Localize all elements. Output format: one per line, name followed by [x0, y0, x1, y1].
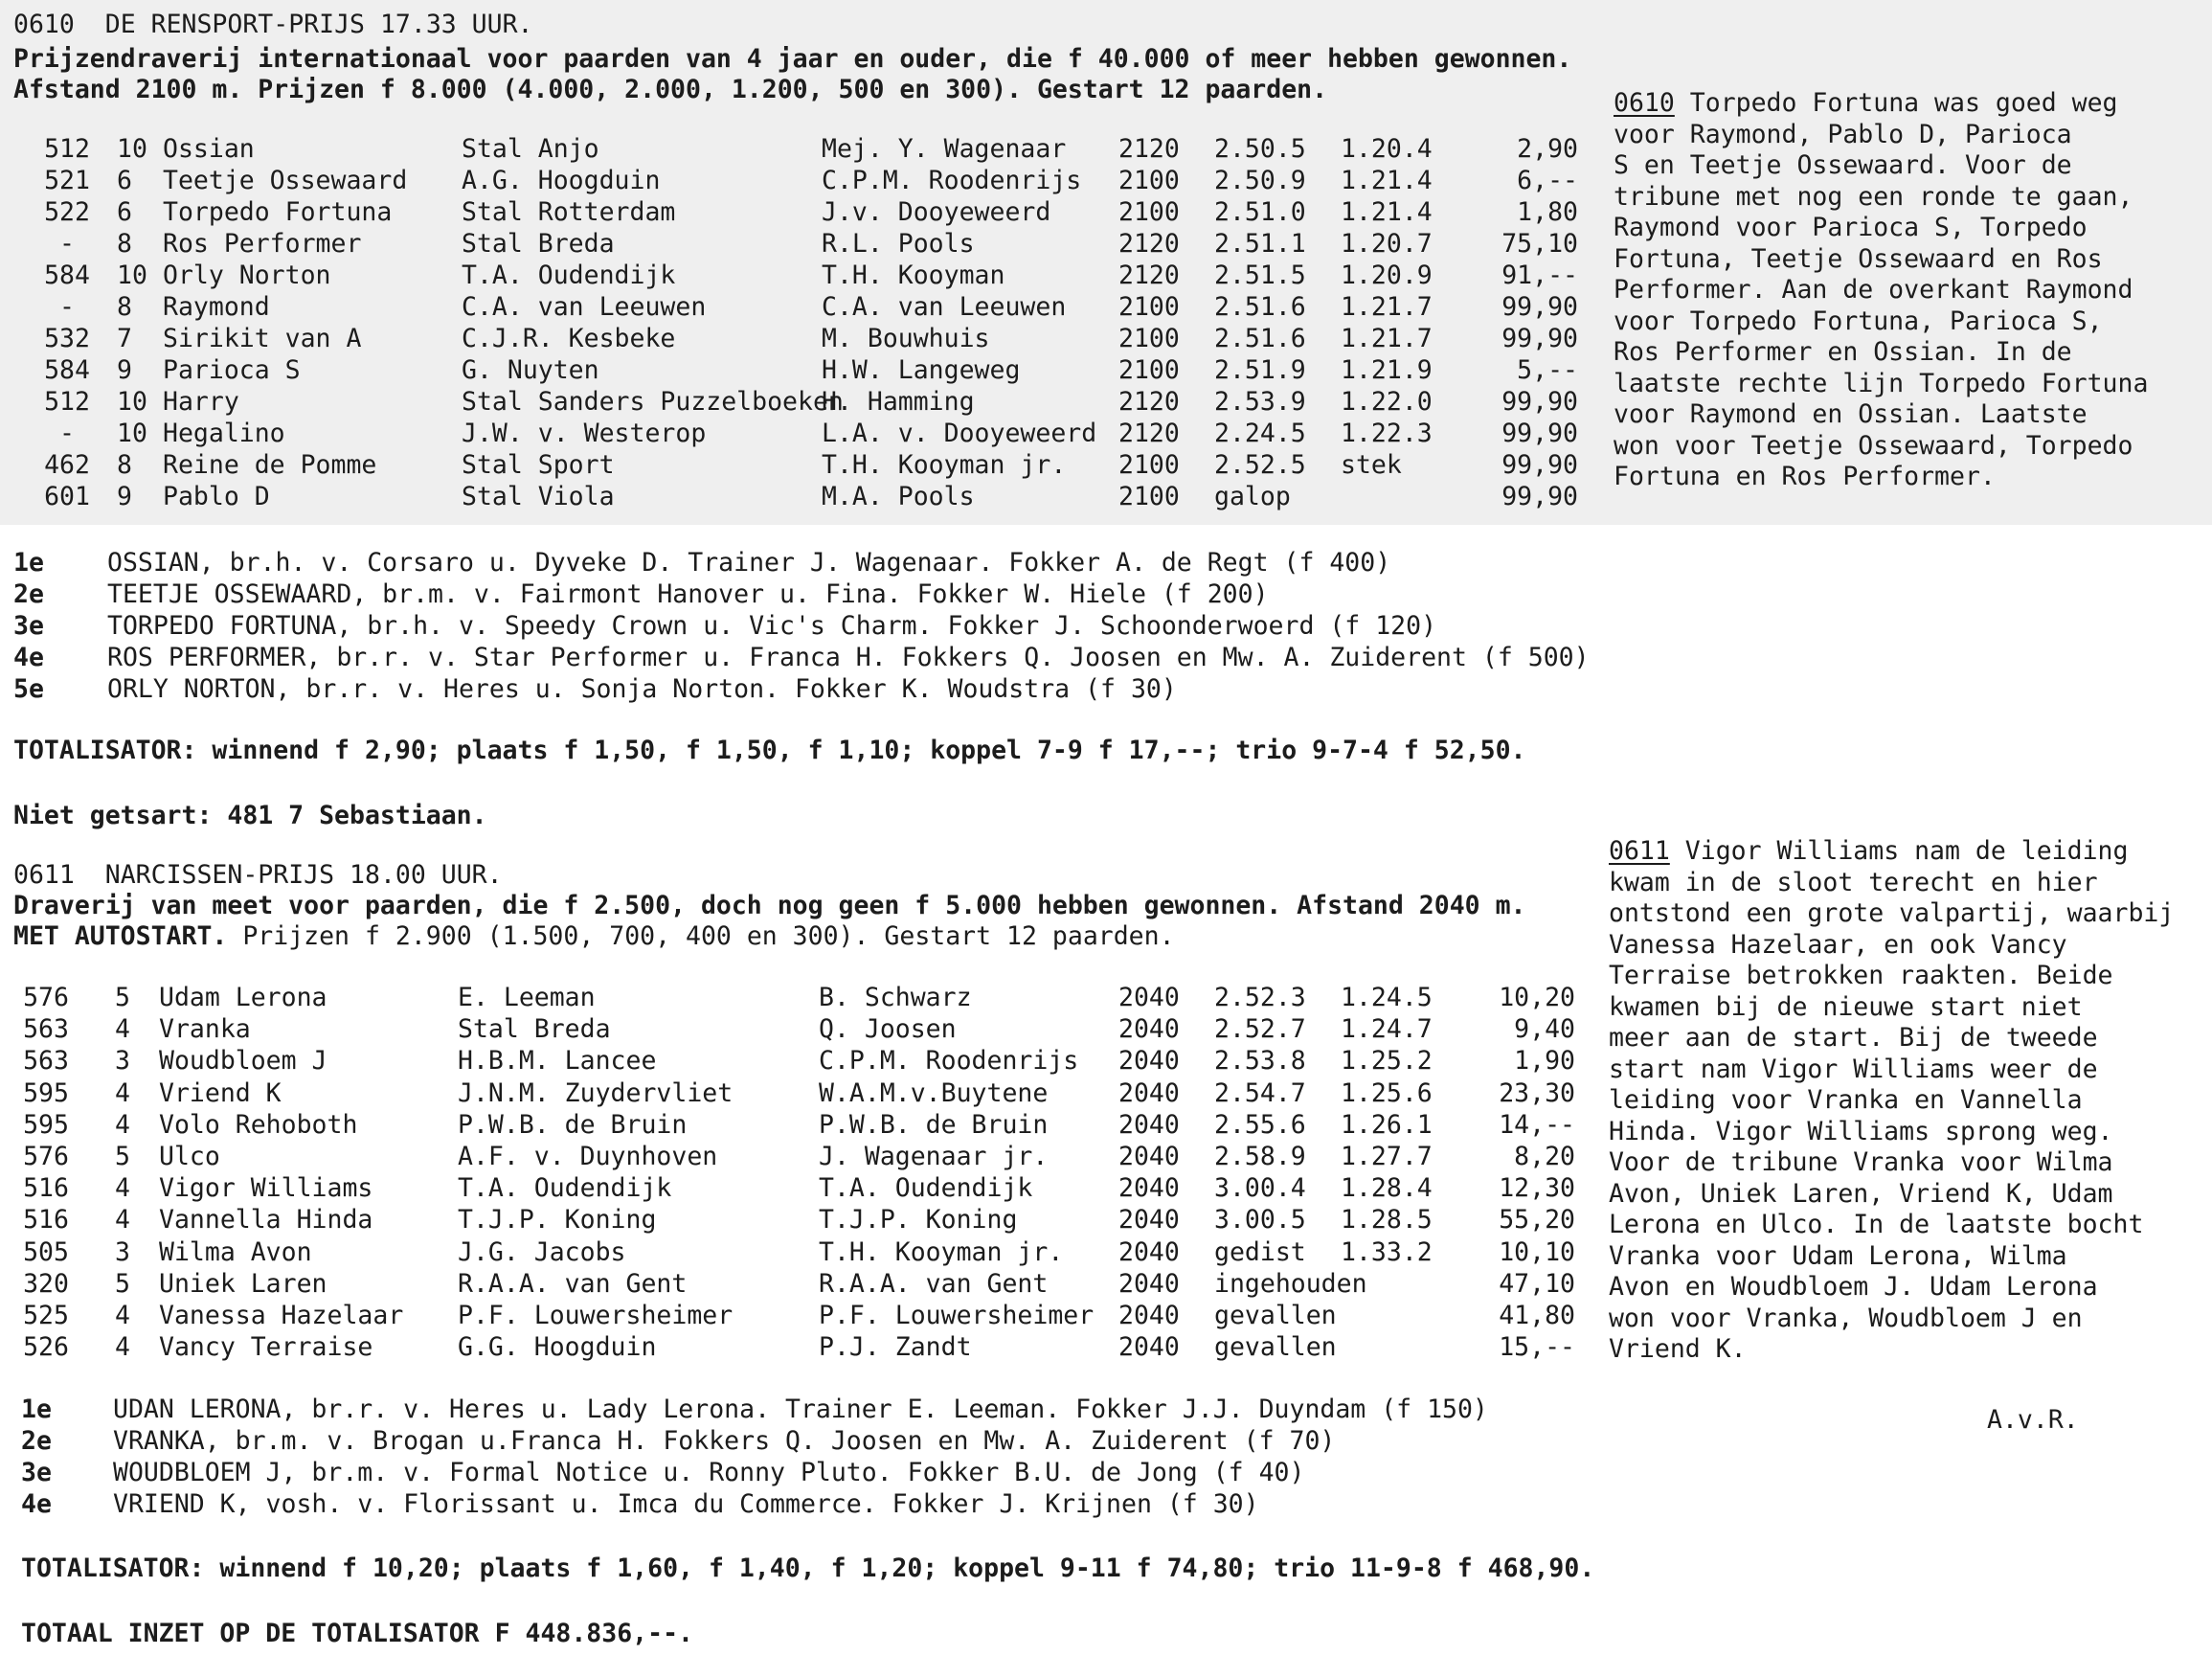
race1-cell-time: 2.24.5	[1214, 419, 1306, 448]
race2-cell-distance: 2040	[1118, 983, 1180, 1012]
race1-cell-distance: 2100	[1118, 197, 1180, 227]
race1-cell-distance: 2120	[1118, 261, 1180, 290]
race1-cell-time: 2.51.0	[1214, 197, 1306, 227]
race2-cell-time: 2.52.3	[1214, 983, 1306, 1012]
race1-cell-post: 9	[117, 482, 132, 511]
race2-note-text: Vigor Williams nam de leiding kwam in de sloot terecht en hier ontstond een grote valpartij, waarbij Vanessa Hazelaar, en ook Vancy Terraise betrokken raakten. Beide kwamen bij de nieuwe start niet meer aan de start. Bij de tweede start nam Vigor Williams weer de leiding voor Vranka en Vannella Hinda. Vigor Williams sprong weg. Voor de tribune Vranka voor Wilma Avon, Uniek Laren, Vriend K, Udam Lerona en Ulco. In de laatste bocht Vranka voor Udam Lerona, Wilma Avon en Woudbloem J. Udam Lerona won voor Vranka, Woudbloem J en Vriend K.	[1609, 836, 2175, 1364]
race1-placing-rank: 3e	[13, 611, 44, 641]
race2-cell-odds: 1,90	[1514, 1046, 1575, 1077]
race1-cell-number: 584	[44, 261, 90, 290]
race2-cell-odds: 9,40	[1514, 1014, 1575, 1045]
race2-cell-km-time: 1.25.6	[1341, 1077, 1433, 1108]
race2-cell-time: 3.00.5	[1214, 1205, 1306, 1236]
race1-cell-distance: 2100	[1118, 292, 1180, 322]
race1-cell-number: -	[59, 419, 75, 448]
race1-cell-owner: C.A. van Leeuwen	[462, 292, 707, 322]
race2-cell-number: 595	[23, 1109, 69, 1140]
race2-cell-km-time: 1.25.2	[1341, 1046, 1433, 1077]
race1-cell-horse: Sirikit van A	[163, 324, 362, 353]
race2-cell-owner: P.W.B. de Bruin	[458, 1109, 688, 1140]
race-2-description-line-2	[13, 921, 1175, 953]
race1-cell-distance: 2120	[1118, 229, 1180, 259]
race2-cell-post: 5	[115, 1268, 130, 1299]
race2-cell-distance: 2040	[1118, 1205, 1180, 1236]
race2-cell-distance: 2040	[1118, 1109, 1180, 1140]
race1-cell-post: 8	[117, 229, 132, 259]
race1-placing-text: ROS PERFORMER, br.r. v. Star Performer u. Franca H. Fokkers Q. Joosen en Mw. A. Zuiderent (f 500)	[107, 643, 1590, 672]
race1-cell-number: 512	[44, 134, 90, 164]
race1-cell-horse: Harry	[163, 387, 239, 417]
race2-cell-post: 3	[115, 1046, 130, 1077]
race1-cell-odds: 75,10	[1501, 229, 1578, 259]
race1-cell-horse: Raymond	[163, 292, 270, 322]
race2-cell-driver: T.H. Kooyman jr.	[819, 1236, 1064, 1267]
race2-cell-horse: Woudbloem J	[159, 1046, 327, 1077]
race1-cell-time: 2.53.9	[1214, 387, 1306, 417]
race-2-commentary	[1609, 836, 2174, 1366]
race2-cell-distance: 2040	[1118, 1077, 1180, 1108]
race2-cell-number: 563	[23, 1014, 69, 1045]
race1-cell-distance: 2120	[1118, 134, 1180, 164]
race1-cell-time: 2.51.1	[1214, 229, 1306, 259]
race1-cell-post: 10	[117, 387, 147, 417]
race1-cell-owner: C.J.R. Kesbeke	[462, 324, 676, 353]
race2-cell-owner: P.F. Louwersheimer	[458, 1301, 734, 1330]
race2-placing-text: VRANKA, br.m. v. Brogan u.Franca H. Fokkers Q. Joosen en Mw. A. Zuiderent (f 70)	[113, 1426, 1336, 1456]
race2-placing-rank: 2e	[21, 1426, 52, 1456]
race2-cell-horse: Vigor Williams	[159, 1173, 373, 1204]
race1-cell-km-time: 1.21.4	[1341, 166, 1433, 195]
race2-cell-post: 4	[115, 1109, 130, 1140]
race1-cell-odds: 99,90	[1501, 482, 1578, 511]
race2-cell-km-time: 1.28.5	[1341, 1205, 1433, 1236]
race-1-name: DE RENSPORT-PRIJS	[104, 10, 365, 39]
race1-cell-time: galop	[1214, 482, 1291, 511]
race2-cell-odds: 55,20	[1499, 1205, 1575, 1236]
race2-cell-owner: T.A. Oudendijk	[458, 1173, 672, 1204]
race1-cell-distance: 2100	[1118, 355, 1180, 385]
race2-cell-horse: Wilma Avon	[159, 1236, 312, 1267]
race1-cell-km-time: 1.20.4	[1341, 134, 1433, 164]
race1-cell-post: 7	[117, 324, 132, 353]
race2-cell-driver: C.P.M. Roodenrijs	[819, 1046, 1079, 1077]
race1-cell-time: 2.51.9	[1214, 355, 1306, 385]
race1-cell-driver: J.v. Dooyeweerd	[822, 197, 1051, 227]
race1-placing-rank: 4e	[13, 643, 44, 672]
race2-cell-distance: 2040	[1118, 1014, 1180, 1045]
race2-placing-text: UDAN LERONA, br.r. v. Heres u. Lady Lerona. Trainer E. Leeman. Fokker J.J. Duyndam (f 150)	[113, 1395, 1488, 1424]
race-1-commentary	[1614, 88, 2148, 493]
race-1-code: 0610	[13, 10, 75, 39]
race2-cell-post: 4	[115, 1205, 130, 1236]
race2-cell-driver: P.F. Louwersheimer	[819, 1301, 1095, 1330]
race1-cell-owner: T.A. Oudendijk	[462, 261, 676, 290]
race1-cell-number: -	[59, 292, 75, 322]
race2-cell-number: 526	[23, 1332, 69, 1363]
race1-cell-horse: Torpedo Fortuna	[163, 197, 393, 227]
race1-cell-owner: A.G. Hoogduin	[462, 166, 661, 195]
race1-cell-post: 9	[117, 355, 132, 385]
race1-cell-horse: Reine de Pomme	[163, 450, 377, 480]
race2-cell-owner: Stal Breda	[458, 1014, 611, 1045]
race1-cell-odds: 99,90	[1501, 450, 1578, 480]
race2-cell-owner: R.A.A. van Gent	[458, 1268, 688, 1299]
race-2-time: 18.00 UUR.	[350, 860, 503, 890]
race-2-note-code: 0611	[1609, 836, 1670, 866]
race2-placing-text: WOUDBLOEM J, br.m. v. Formal Notice u. Ronny Pluto. Fokker B.U. de Jong (f 40)	[113, 1458, 1305, 1487]
race1-cell-distance: 2120	[1118, 419, 1180, 448]
race2-cell-owner: T.J.P. Koning	[458, 1205, 657, 1236]
race1-cell-driver: L.A. v. Dooyeweerd	[822, 419, 1097, 448]
race-1-description-line-2: Afstand 2100 m. Prijzen f 8.000 (4.000, 2.000, 1.200, 500 en 300). Gestart 12 paarden.	[13, 75, 1328, 104]
race1-cell-distance: 2120	[1118, 387, 1180, 417]
race1-placing-rank: 5e	[13, 674, 44, 704]
race1-cell-distance: 2100	[1118, 450, 1180, 480]
race1-cell-owner: Stal Sport	[462, 450, 615, 480]
race1-cell-horse: Orly Norton	[163, 261, 331, 290]
race1-cell-km-time: 1.21.9	[1341, 355, 1433, 385]
race2-cell-distance: 2040	[1118, 1236, 1180, 1267]
race1-cell-number: 522	[44, 197, 90, 227]
race1-cell-odds: 1,80	[1517, 197, 1578, 227]
race-2-name: NARCISSEN-PRIJS	[104, 860, 335, 890]
race1-placing-rank: 1e	[13, 548, 44, 578]
race2-cell-odds: 23,30	[1499, 1077, 1575, 1108]
race2-cell-number: 525	[23, 1301, 69, 1330]
race2-cell-time: gevallen	[1214, 1332, 1337, 1363]
race1-cell-driver: M. Bouwhuis	[822, 324, 990, 353]
race2-cell-post: 4	[115, 1077, 130, 1108]
race2-cell-number: 576	[23, 983, 69, 1012]
race1-cell-owner: Stal Rotterdam	[462, 197, 676, 227]
race2-cell-time: gevallen	[1214, 1301, 1337, 1330]
race2-cell-horse: Vranka	[159, 1014, 251, 1045]
author-signature: A.v.R.	[1987, 1405, 2079, 1435]
race1-cell-horse: Hegalino	[163, 419, 285, 448]
race2-cell-driver: P.W.B. de Bruin	[819, 1109, 1049, 1140]
race1-cell-driver: R.L. Pools	[822, 229, 975, 259]
race-2-description-rest: Prijzen f 2.900 (1.500, 700, 400 en 300). Gestart 12 paarden.	[227, 921, 1175, 951]
race1-cell-odds: 99,90	[1501, 419, 1578, 448]
race2-cell-km-time: 1.27.7	[1341, 1142, 1433, 1171]
race1-placing-text: TEETJE OSSEWAARD, br.m. v. Fairmont Hanover u. Fina. Fokker W. Hiele (f 200)	[107, 579, 1269, 609]
race2-cell-number: 563	[23, 1046, 69, 1077]
race1-cell-driver: H. Hamming	[822, 387, 975, 417]
race1-cell-post: 10	[117, 261, 147, 290]
race1-cell-owner: Stal Breda	[462, 229, 615, 259]
totaal-inzet: TOTAAL INZET OP DE TOTALISATOR F 448.836,--.	[21, 1619, 693, 1648]
race-1-totalisator: TOTALISATOR: winnend f 2,90; plaats f 1,50, f 1,50, f 1,10; koppel 7-9 f 17,--; trio 9-7-4 f 52,50.	[13, 736, 1526, 765]
race2-cell-distance: 2040	[1118, 1173, 1180, 1204]
race2-cell-driver: T.J.P. Koning	[819, 1205, 1018, 1236]
race1-cell-driver: H.W. Langeweg	[822, 355, 1021, 385]
race2-placing-text: VRIEND K, vosh. v. Florissant u. Imca du Commerce. Fokker J. Krijnen (f 30)	[113, 1489, 1259, 1519]
race2-cell-odds: 10,10	[1499, 1236, 1575, 1267]
race-1-header	[13, 10, 533, 41]
race2-cell-driver: W.A.M.v.Buytene	[819, 1077, 1049, 1108]
race1-cell-number: 532	[44, 324, 90, 353]
race1-cell-odds: 99,90	[1501, 387, 1578, 417]
race2-cell-odds: 8,20	[1514, 1142, 1575, 1171]
race1-cell-time: 2.51.6	[1214, 324, 1306, 353]
race-1-description-line-1: Prijzendraverij internationaal voor paarden van 4 jaar en ouder, die f 40.000 of meer hebben gewonnen.	[13, 44, 1572, 74]
race-2-description-line-1: Draverij van meet voor paarden, die f 2.500, doch nog geen f 5.000 hebben gewonnen. Afstand 2040 m.	[13, 891, 1526, 920]
race2-cell-post: 5	[115, 983, 130, 1012]
race1-cell-horse: Parioca S	[163, 355, 301, 385]
race1-cell-time: 2.50.5	[1214, 134, 1306, 164]
race2-cell-km-time: 1.24.7	[1341, 1014, 1433, 1045]
race2-cell-driver: P.J. Zandt	[819, 1332, 972, 1363]
race2-cell-odds: 15,--	[1499, 1332, 1575, 1363]
race2-cell-km-time: 1.28.4	[1341, 1173, 1433, 1204]
race2-cell-post: 4	[115, 1173, 130, 1204]
race1-cell-distance: 2100	[1118, 324, 1180, 353]
race-1-note-code: 0610	[1614, 88, 1675, 118]
race1-cell-km-time: stek	[1341, 450, 1402, 480]
race2-cell-owner: H.B.M. Lancee	[458, 1046, 657, 1077]
race1-cell-owner: Stal Anjo	[462, 134, 599, 164]
race2-cell-owner: G.G. Hoogduin	[458, 1332, 657, 1363]
race1-cell-km-time: 1.20.7	[1341, 229, 1433, 259]
race2-cell-horse: Udam Lerona	[159, 983, 327, 1012]
race2-cell-odds: 41,80	[1499, 1301, 1575, 1330]
race2-cell-driver: B. Schwarz	[819, 983, 972, 1012]
race1-placing-text: TORPEDO FORTUNA, br.h. v. Speedy Crown u. Vic's Charm. Fokker J. Schoonderwoerd (f 120)	[107, 611, 1437, 641]
race2-cell-odds: 10,20	[1499, 983, 1575, 1012]
race1-cell-owner: J.W. v. Westerop	[462, 419, 707, 448]
race1-placing-text: ORLY NORTON, br.r. v. Heres u. Sonja Norton. Fokker K. Woudstra (f 30)	[107, 674, 1177, 704]
race2-cell-time: ingehouden	[1214, 1268, 1367, 1299]
race2-cell-driver: J. Wagenaar jr.	[819, 1142, 1049, 1171]
race2-placing-rank: 1e	[21, 1395, 52, 1424]
race2-cell-distance: 2040	[1118, 1142, 1180, 1171]
race1-cell-post: 6	[117, 166, 132, 195]
race1-cell-horse: Ros Performer	[163, 229, 362, 259]
race-2-code: 0611	[13, 860, 75, 890]
race1-cell-time: 2.51.5	[1214, 261, 1306, 290]
race2-cell-distance: 2040	[1118, 1268, 1180, 1299]
race1-cell-driver: Mej. Y. Wagenaar	[822, 134, 1067, 164]
race-2-autostart: MET AUTOSTART.	[13, 921, 228, 951]
race2-cell-post: 4	[115, 1332, 130, 1363]
race2-cell-horse: Vriend K	[159, 1077, 282, 1108]
race2-cell-driver: Q. Joosen	[819, 1014, 957, 1045]
race1-cell-driver: T.H. Kooyman jr.	[822, 450, 1067, 480]
race2-cell-distance: 2040	[1118, 1332, 1180, 1363]
race1-cell-owner: Stal Viola	[462, 482, 615, 511]
race2-cell-horse: Vannella Hinda	[159, 1205, 373, 1236]
race-1-niet-gestart: Niet getsart: 481 7 Sebastiaan.	[13, 801, 487, 830]
race2-cell-time: gedist	[1214, 1236, 1306, 1267]
race-2-header	[13, 860, 503, 892]
race2-cell-odds: 14,--	[1499, 1109, 1575, 1140]
race1-cell-number: 462	[44, 450, 90, 480]
race1-cell-odds: 99,90	[1501, 292, 1578, 322]
race1-cell-time: 2.50.9	[1214, 166, 1306, 195]
race1-cell-post: 8	[117, 450, 132, 480]
race1-cell-driver: M.A. Pools	[822, 482, 975, 511]
race-2-totalisator: TOTALISATOR: winnend f 10,20; plaats f 1,60, f 1,40, f 1,20; koppel 9-11 f 74,80; trio 11-9-8 f 468,90.	[21, 1553, 1595, 1583]
race2-cell-driver: R.A.A. van Gent	[819, 1268, 1049, 1299]
race1-cell-km-time: 1.22.0	[1341, 387, 1433, 417]
race1-cell-number: -	[59, 229, 75, 259]
race2-cell-owner: A.F. v. Duynhoven	[458, 1142, 718, 1171]
race2-cell-post: 3	[115, 1236, 130, 1267]
race1-cell-km-time: 1.21.7	[1341, 292, 1433, 322]
race1-cell-odds: 6,--	[1517, 166, 1578, 195]
race2-cell-time: 2.54.7	[1214, 1077, 1306, 1108]
race2-cell-odds: 12,30	[1499, 1173, 1575, 1204]
race2-cell-horse: Volo Rehoboth	[159, 1109, 358, 1140]
race1-cell-number: 584	[44, 355, 90, 385]
race1-cell-number: 521	[44, 166, 90, 195]
race2-cell-distance: 2040	[1118, 1301, 1180, 1330]
race2-placing-rank: 4e	[21, 1489, 52, 1519]
race1-cell-distance: 2100	[1118, 166, 1180, 195]
race2-cell-km-time: 1.26.1	[1341, 1109, 1433, 1140]
race2-cell-time: 2.52.7	[1214, 1014, 1306, 1045]
race1-cell-owner: Stal Sanders Puzzelboeken	[462, 387, 844, 417]
race1-cell-horse: Pablo D	[163, 482, 270, 511]
race1-cell-driver: C.A. van Leeuwen	[822, 292, 1067, 322]
race2-cell-time: 2.55.6	[1214, 1109, 1306, 1140]
race1-cell-post: 6	[117, 197, 132, 227]
race2-cell-post: 5	[115, 1142, 130, 1171]
race2-cell-owner: J.N.M. Zuydervliet	[458, 1077, 734, 1108]
race2-cell-number: 576	[23, 1142, 69, 1171]
race2-cell-horse: Ulco	[159, 1142, 220, 1171]
race1-cell-odds: 99,90	[1501, 324, 1578, 353]
race2-cell-driver: T.A. Oudendijk	[819, 1173, 1033, 1204]
race2-cell-time: 2.53.8	[1214, 1046, 1306, 1077]
race1-cell-km-time: 1.20.9	[1341, 261, 1433, 290]
race1-note-text: Torpedo Fortuna was goed weg voor Raymond, Pablo D, Parioca S en Teetje Ossewaard. Voor de tribune met nog een ronde te gaan, Raymond voor Parioca S, Torpedo Fortuna, Teetje Ossewaard en Ros Performer. Aan de overkant Raymond voor Torpedo Fortuna, Parioca S, Ros Performer en Ossian. In de laatste rechte lijn Torpedo Fortuna voor Raymond en Ossian. Laatste won voor Teetje Ossewaard, Torpedo Fortuna en Ros Performer.	[1614, 88, 2149, 491]
race2-cell-horse: Vancy Terraise	[159, 1332, 373, 1363]
race1-cell-distance: 2100	[1118, 482, 1180, 511]
race1-cell-km-time: 1.21.7	[1341, 324, 1433, 353]
race2-cell-odds: 47,10	[1499, 1268, 1575, 1299]
race1-cell-time: 2.52.5	[1214, 450, 1306, 480]
race1-cell-odds: 5,--	[1517, 355, 1578, 385]
race1-cell-horse: Ossian	[163, 134, 255, 164]
race2-cell-number: 320	[23, 1268, 69, 1299]
race2-cell-distance: 2040	[1118, 1046, 1180, 1077]
race2-cell-time: 3.00.4	[1214, 1173, 1306, 1204]
race1-cell-odds: 91,--	[1501, 261, 1578, 290]
race2-placing-rank: 3e	[21, 1458, 52, 1487]
race2-cell-number: 516	[23, 1173, 69, 1204]
race2-cell-km-time: 1.24.5	[1341, 983, 1433, 1012]
race1-cell-driver: C.P.M. Roodenrijs	[822, 166, 1082, 195]
race1-cell-km-time: 1.22.3	[1341, 419, 1433, 448]
race1-cell-time: 2.51.6	[1214, 292, 1306, 322]
race1-cell-horse: Teetje Ossewaard	[163, 166, 408, 195]
race1-cell-odds: 2,90	[1517, 134, 1578, 164]
race1-cell-driver: T.H. Kooyman	[822, 261, 1005, 290]
race1-cell-km-time: 1.21.4	[1341, 197, 1433, 227]
race-1-time: 17.33 UUR.	[379, 10, 533, 39]
race2-cell-km-time: 1.33.2	[1341, 1236, 1433, 1267]
race2-cell-number: 595	[23, 1077, 69, 1108]
race1-cell-post: 10	[117, 134, 147, 164]
race2-cell-owner: J.G. Jacobs	[458, 1236, 626, 1267]
race1-cell-number: 601	[44, 482, 90, 511]
race1-placing-rank: 2e	[13, 579, 44, 609]
race1-cell-owner: G. Nuyten	[462, 355, 599, 385]
race2-cell-post: 4	[115, 1301, 130, 1330]
race2-cell-time: 2.58.9	[1214, 1142, 1306, 1171]
race2-cell-horse: Vanessa Hazelaar	[159, 1301, 404, 1330]
race2-cell-post: 4	[115, 1014, 130, 1045]
race1-cell-number: 512	[44, 387, 90, 417]
race1-placing-text: OSSIAN, br.h. v. Corsaro u. Dyveke D. Trainer J. Wagenaar. Fokker A. de Regt (f 400)	[107, 548, 1391, 578]
race2-cell-number: 516	[23, 1205, 69, 1236]
race1-cell-post: 8	[117, 292, 132, 322]
race2-cell-number: 505	[23, 1236, 69, 1267]
race2-cell-horse: Uniek Laren	[159, 1268, 327, 1299]
race2-cell-owner: E. Leeman	[458, 983, 596, 1012]
race1-cell-post: 10	[117, 419, 147, 448]
